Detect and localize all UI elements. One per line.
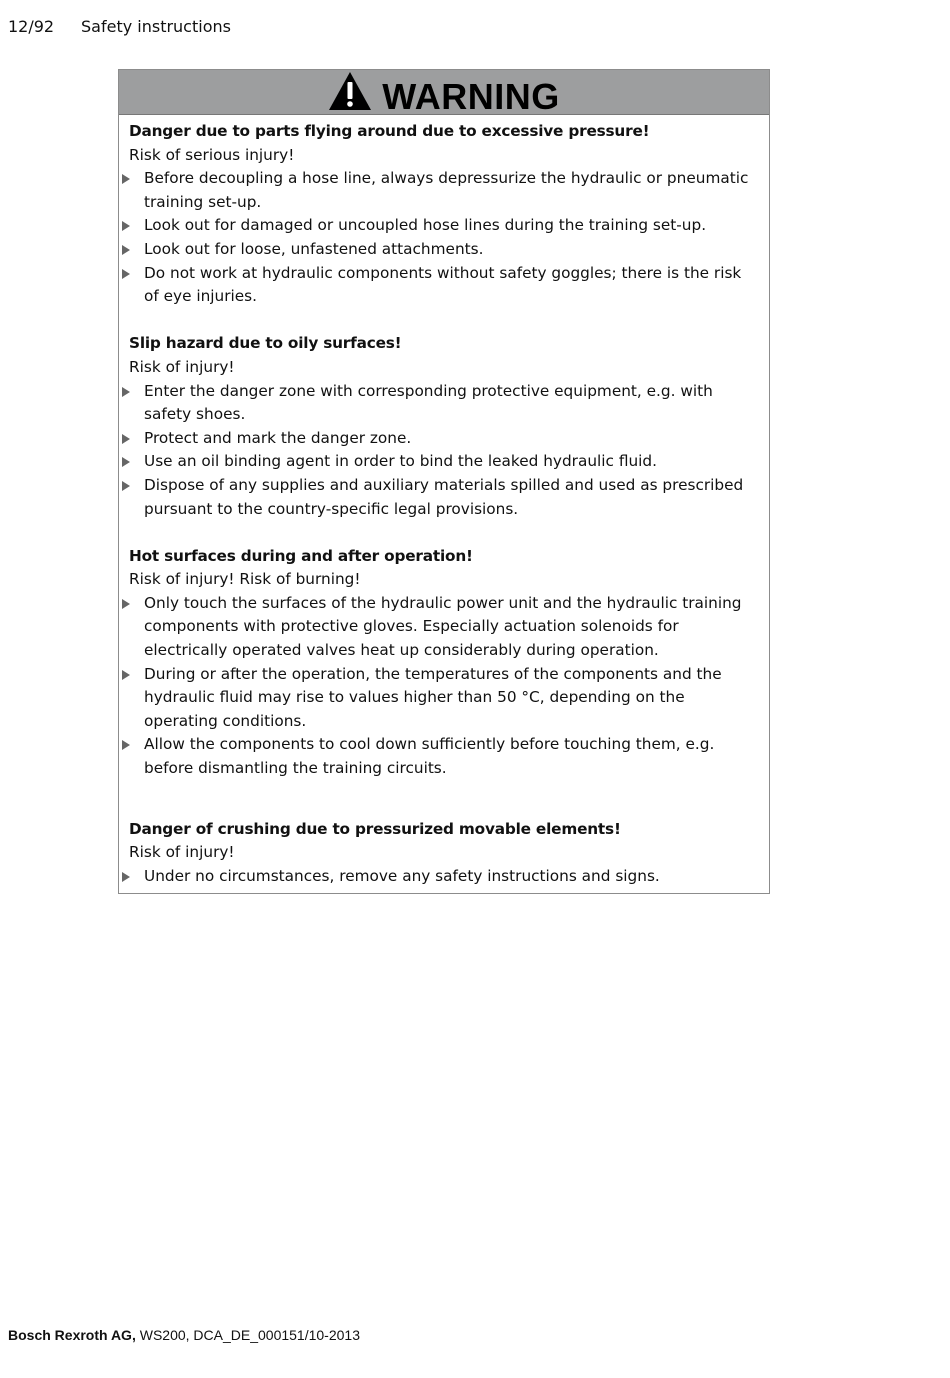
hazard-risk: Risk of injury! <box>129 357 235 376</box>
hazard-section <box>129 332 759 521</box>
measure-text: Look out for damaged or uncoupled hose lines during the training set-up. <box>144 216 707 235</box>
hazard-title: Slip hazard due to oily surfaces! <box>129 334 402 353</box>
measures-list <box>129 167 759 309</box>
measure-text: Dispose of any supplies and auxiliary materials spilled and used as prescribed pursuant to the country-specific legal provisions. <box>144 475 744 518</box>
measure-text: Protect and mark the danger zone. <box>144 428 412 447</box>
bullet-arrow-icon <box>122 174 130 184</box>
measures-list <box>129 592 759 781</box>
page-number: 12/92 <box>8 17 55 36</box>
measure-item <box>129 380 759 427</box>
measure-item <box>129 238 759 262</box>
measure-item <box>129 262 759 309</box>
measures-list <box>129 380 759 522</box>
hazard-risk: Risk of injury! Risk of burning! <box>129 570 361 589</box>
measure-text: Do not work at hydraulic components without safety goggles; there is the risk of eye injuries. <box>144 263 742 306</box>
bullet-arrow-icon <box>122 740 130 750</box>
measure-text: Look out for loose, unfastened attachments. <box>144 239 484 258</box>
measure-item <box>129 214 759 238</box>
footer-document-ref: WS200, DCA_DE_000151/10-2013 <box>139 1327 360 1343</box>
measure-text: Under no circumstances, remove any safety instructions and signs. <box>144 866 660 885</box>
measures-list <box>129 865 759 889</box>
bullet-arrow-icon <box>122 434 130 444</box>
bullet-arrow-icon <box>122 457 130 467</box>
measure-text: During or after the operation, the temperatures of the components and the hydraulic fluid may rise to values higher than 50 °C, depending on the operating conditions. <box>144 664 722 730</box>
bullet-arrow-icon <box>122 269 130 279</box>
hazard-section <box>129 120 759 309</box>
bullet-arrow-icon <box>122 599 130 609</box>
hazard-risk: Risk of injury! <box>129 843 235 862</box>
bullet-arrow-icon <box>122 221 130 231</box>
bullet-arrow-icon <box>122 481 130 491</box>
hazard-title: Danger due to parts flying around due to excessive pressure! <box>129 122 650 140</box>
measure-item <box>129 474 759 521</box>
measure-text: Use an oil binding agent in order to bind the leaked hydraulic fluid. <box>144 452 657 471</box>
measure-item <box>129 450 759 474</box>
measure-item <box>129 427 759 451</box>
measure-item <box>129 167 759 214</box>
measure-item <box>129 592 759 663</box>
measure-text: Before decoupling a hose line, always depressurize the hydraulic or pneumatic training set-up. <box>144 169 749 211</box>
measure-text: Only touch the surfaces of the hydraulic power unit and the hydraulic training components with protective gloves. Especially actuation solenoids for electrically operated valves heat up considerably during operation. <box>144 593 742 660</box>
measure-text: Enter the danger zone with corresponding protective equipment, e.g. with safety shoes. <box>144 381 713 424</box>
measure-item <box>129 733 759 780</box>
hazard-title: Danger of crushing due to pressurized movable elements! <box>129 819 621 838</box>
measure-item <box>129 663 759 734</box>
measure-item <box>129 865 759 889</box>
warning-box <box>118 69 770 894</box>
page-header <box>8 17 231 36</box>
hazard-title: Hot surfaces during and after operation! <box>129 546 473 565</box>
section-title: Safety instructions <box>81 17 231 36</box>
warning-body <box>119 115 769 888</box>
hazard-section <box>129 818 759 889</box>
measure-text: Allow the components to cool down sufficiently before touching them, e.g. before dismantling the training circuits. <box>144 735 715 778</box>
warning-banner <box>119 70 769 115</box>
bullet-arrow-icon <box>122 387 130 397</box>
bullet-arrow-icon <box>122 670 130 680</box>
hazard-section <box>129 545 759 781</box>
page-footer <box>8 1327 360 1343</box>
hazard-risk: Risk of serious injury! <box>129 145 295 164</box>
bullet-arrow-icon <box>122 245 130 255</box>
bullet-arrow-icon <box>122 872 130 882</box>
footer-company: Bosch Rexroth AG, <box>8 1327 136 1343</box>
warning-triangle-icon <box>328 71 372 111</box>
warning-title: WARNING <box>382 75 560 117</box>
